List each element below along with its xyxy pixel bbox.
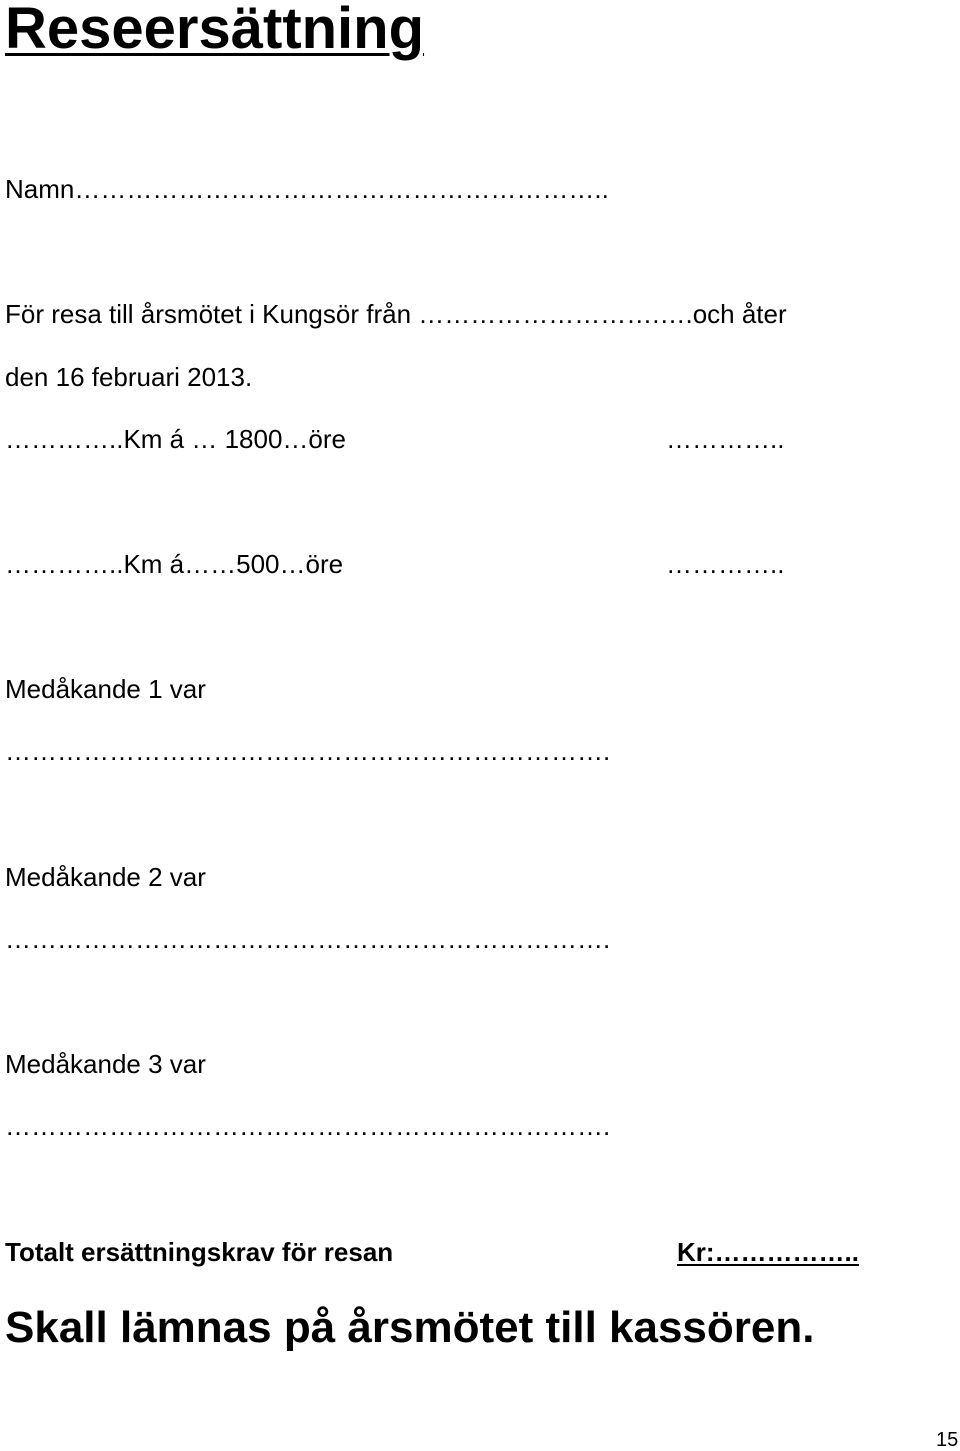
km-rate-500-label: …………..Km á……500…öre	[5, 549, 344, 579]
page-number: 15	[936, 1429, 959, 1451]
page-title: Reseersättning	[5, 0, 425, 61]
km-rate-1800-amount: …………..	[666, 424, 785, 454]
total-claim-label: Totalt ersättningskrav för resan	[5, 1237, 394, 1267]
trip-description-line: För resa till årsmötet i Kungsör från ……………………….….och åter	[5, 299, 787, 329]
name-field-line: Namn……………………………………………………..	[5, 174, 609, 204]
km-rate-1800-label: …………..Km á … 1800…öre	[5, 424, 346, 454]
passenger-3-line: …………………………………………………………….	[5, 1111, 611, 1141]
trip-date-line: den 16 februari 2013.	[5, 362, 253, 392]
passenger-2-label: Medåkande 2 var	[5, 862, 206, 892]
km-rate-500-amount: …………..	[666, 549, 785, 579]
passenger-1-label: Medåkande 1 var	[5, 674, 206, 704]
total-claim-amount: Kr:……………..	[677, 1237, 859, 1267]
passenger-1-line: …………………………………………………………….	[5, 736, 611, 766]
closing-instruction: Skall lämnas på årsmötet till kassören.	[5, 1303, 815, 1352]
passenger-3-label: Medåkande 3 var	[5, 1049, 206, 1079]
passenger-2-line: …………………………………………………………….	[5, 924, 611, 954]
